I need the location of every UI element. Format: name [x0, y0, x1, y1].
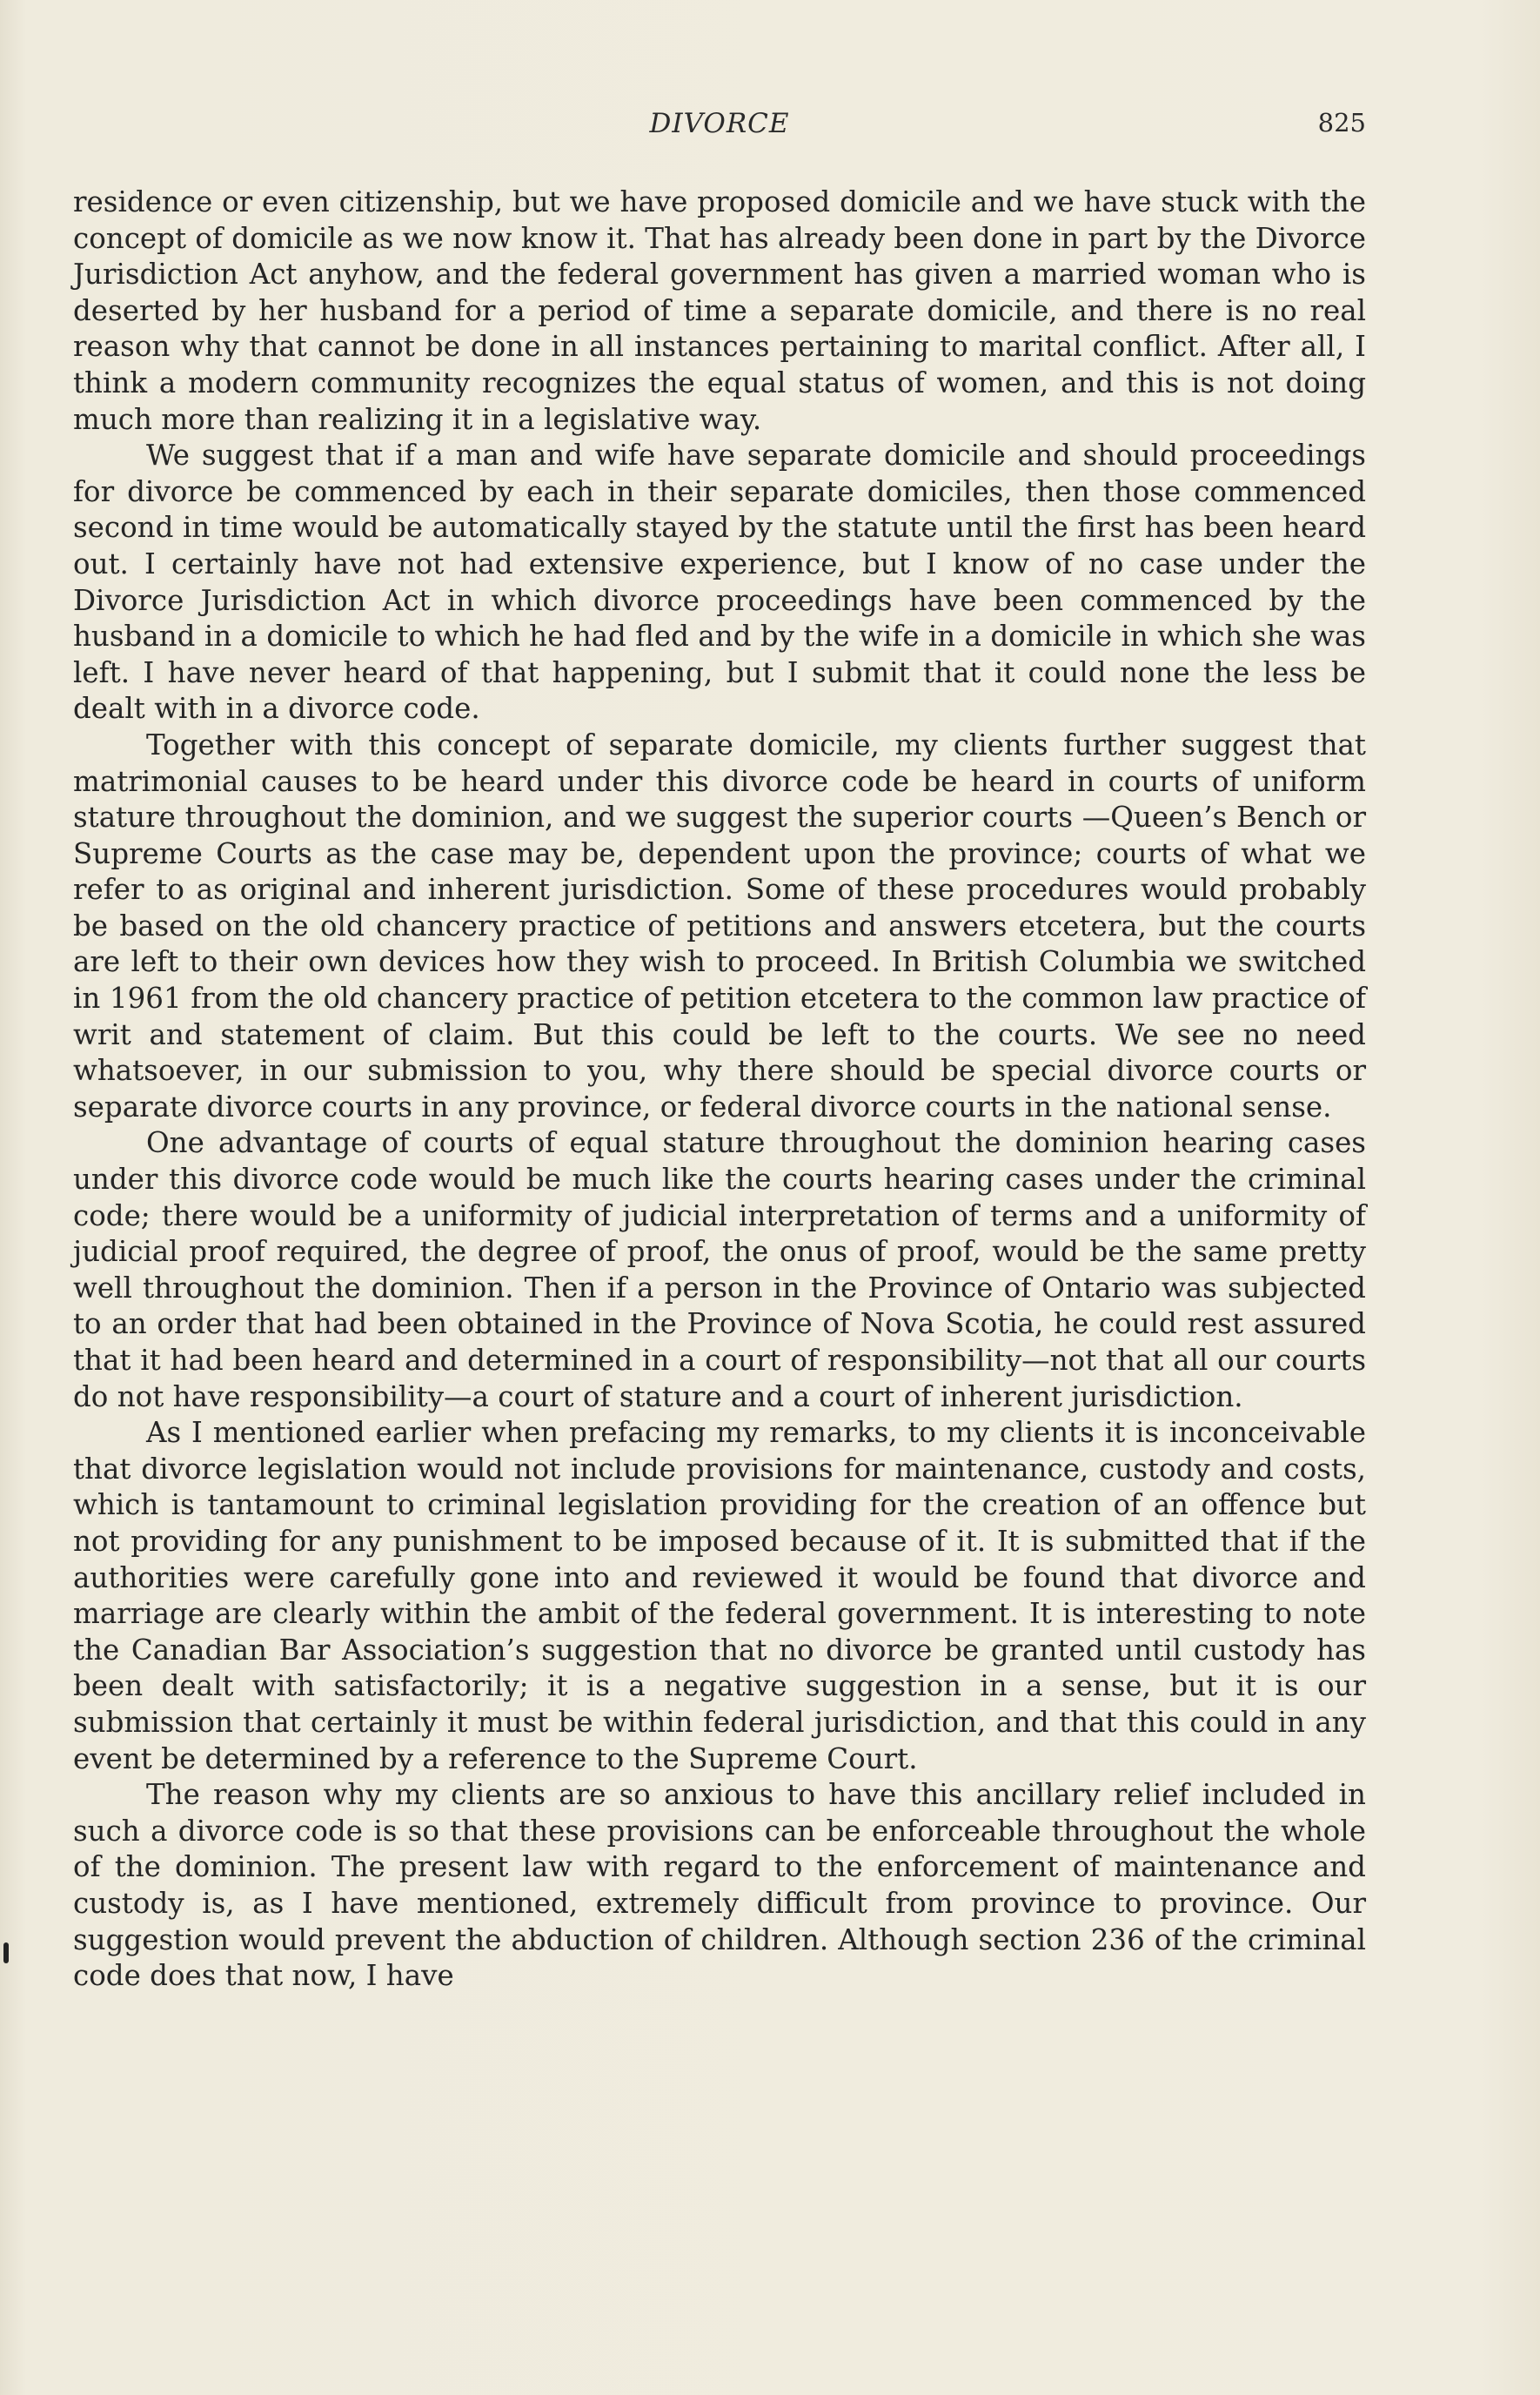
body-text: [73, 184, 1366, 1995]
paragraph-1: residence or even citizenship, but we have proposed domicile and we have stuck with the concept of domicile as we now know it. That has already been done in part by the Divorce Jurisdiction Act anyhow, and the federal government has given a married woman who is deserted by her husband for a period of time a separate domicile, and there is no real reason why that cannot be done in all instances pertaining to marital conflict. After all, I think a modern community recognizes the equal status of women, and this is not doing much more than realizing it in a legislative way.: [73, 185, 1366, 436]
paragraph-2: We suggest that if a man and wife have separate domicile and should proceedings for divorce be commenced by each in their separate domiciles, then those commenced second in time would be automatically stayed by the statute until the first has been heard out. I certainly have not had extensive experience, but I know of no case under the Divorce Jurisdiction Act in which divorce proceedings have been commenced by the husband in a domicile to which he had fled and by the wife in a domicile in which she was left. I have never heard of that happening, but I submit that it could none the less be dealt with in a divorce code.: [73, 439, 1366, 726]
page-header: [73, 108, 1366, 146]
paragraph-3: Together with this concept of separate domicile, my clients further suggest that matrimonial causes to be heard under this divorce code be heard in courts of uniform stature throughout the dominion, and we suggest the superior courts —Queen’s Bench or Supreme Courts as the case may be, dependent upon the province; courts of what we refer to as original and inherent jurisdiction. Some of these procedures would probably be based on the old chancery practice of petitions and answers etcetera, but the courts are left to their own devices how they wish to proceed. In British Columbia we switched in 1961 from the old chancery practice of petition etcetera to the common law practice of writ and statement of claim. But this could be left to the courts. We see no need whatsoever, in our submission to you, why there should be special divorce courts or separate divorce courts in any province, or federal divorce courts in the national sense.: [73, 728, 1366, 1124]
paragraph-5: As I mentioned earlier when prefacing my remarks, to my clients it is inconceivable that divorce legislation would not include provisions for maintenance, custody and costs, which is tantamount to criminal legislation providing for the creation of an offence but not providing for any punishment to be imposed because of it. It is submitted that if the authorities were carefully gone into and reviewed it would be found that divorce and marriage are clearly within the ambit of the federal government. It is interesting to note the Canadian Bar Association’s suggestion that no divorce be granted until custody has been dealt with satisfactorily; it is a negative suggestion in a sense, but it is our submission that certainly it must be within federal jurisdiction, and that this could in any event be determined by a reference to the Supreme Court.: [73, 1416, 1366, 1775]
paragraph-4: One advantage of courts of equal stature throughout the dominion hearing cases under this divorce code would be much like the courts hearing cases under the criminal code; there would be a uniformity of judicial interpretation of terms and a uniformity of judicial proof required, the degree of proof, the onus of proof, would be the same pretty well throughout the dominion. Then if a person in the Province of Ontario was subjected to an order that had been obtained in the Province of Nova Scotia, he could rest assured that it had been heard and determined in a court of responsibility—not that all our courts do not have responsibility—a court of stature and a court of inherent jurisdiction.: [73, 1126, 1366, 1413]
paragraph-6: The reason why my clients are so anxious to have this ancillary relief included in such a divorce code is so that these provisions can be enforceable throughout the whole of the dominion. The present law with regard to the enforcement of maintenance and custody is, as I have mentioned, extremely difficult from province to province. Our suggestion would prevent the abduction of children. Although section 236 of the criminal code does that now, I have: [73, 1778, 1366, 1993]
margin-mark: [3, 1942, 9, 1963]
page-number: 825: [1317, 108, 1366, 138]
running-title: DIVORCE: [649, 108, 790, 139]
